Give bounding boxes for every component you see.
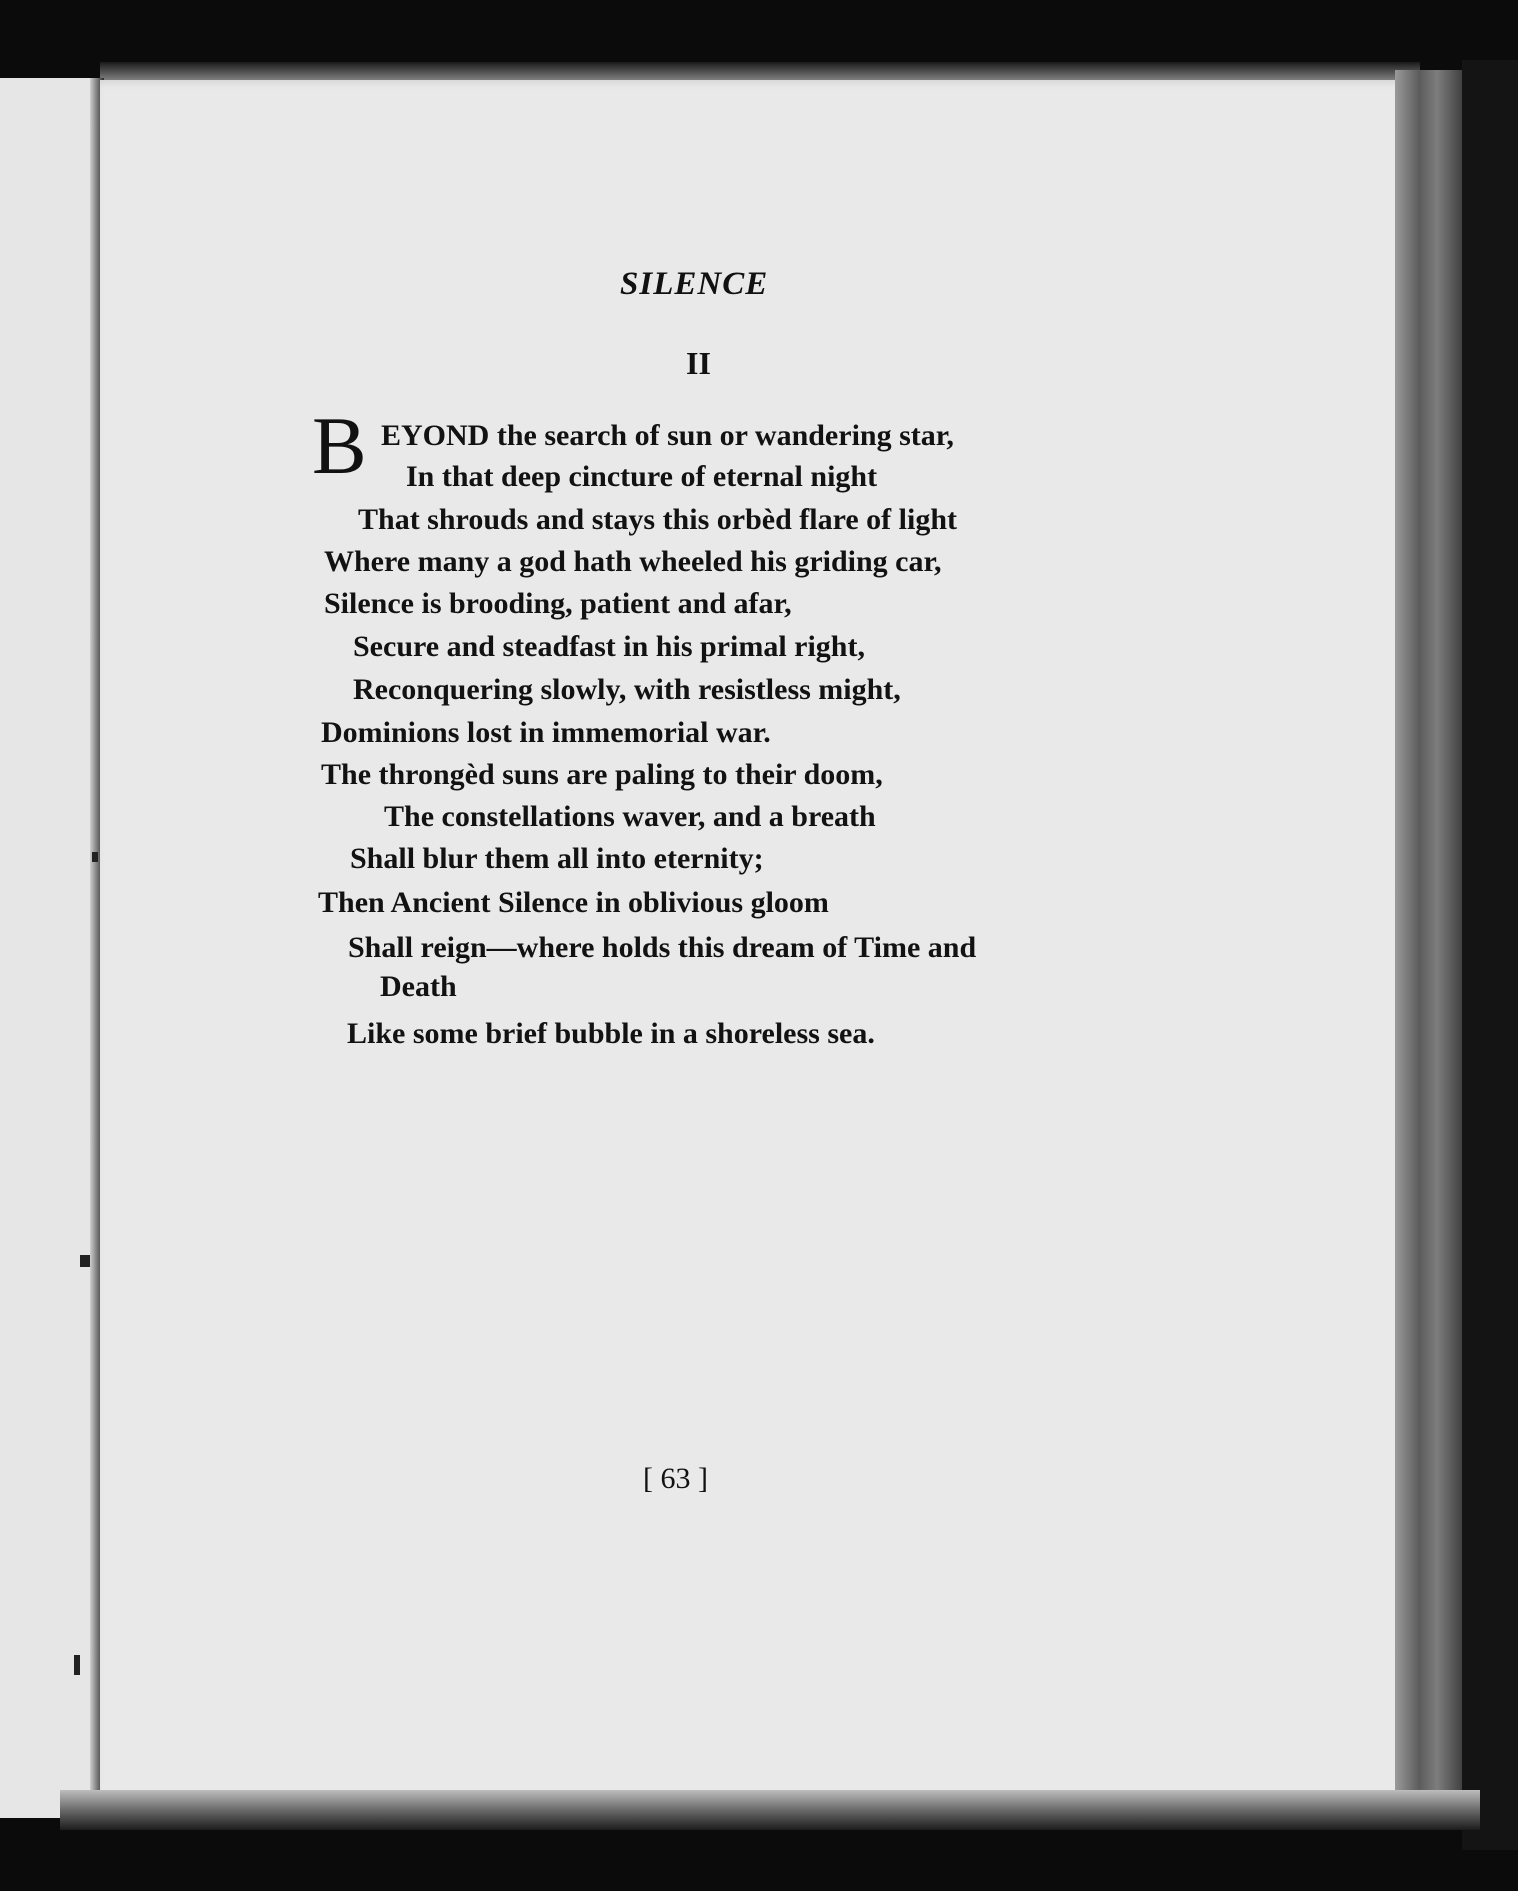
poem-line-14: Death [380,970,457,1003]
margin-mark [92,852,98,862]
poem-line-7: Reconquering slowly, with resistless might, [353,673,901,706]
margin-mark [74,1655,80,1675]
section-number: II [686,345,711,381]
page-top-edge [100,62,1420,82]
drop-cap-letter: B [312,400,367,491]
poem-line-10: The constellations waver, and a breath [384,800,876,833]
poem-line-1: EYOND the search of sun or wandering star, [381,419,954,452]
poem-line-2: In that deep cincture of eternal night [406,460,878,493]
poem-line-3: That shrouds and stays this orbèd flare of light [358,503,958,536]
poem-line-15: Like some brief bubble in a shoreless sea. [347,1017,875,1050]
page-bottom-edge [60,1790,1480,1830]
poem-line-5: Silence is brooding, patient and afar, [324,587,792,620]
poem-line-4: Where many a god hath wheeled his griding car, [324,545,942,578]
poem-title: SILENCE [620,266,769,302]
facing-page-edge [0,78,103,1818]
page-block-edge [1395,70,1465,1830]
poem-line-12: Then Ancient Silence in oblivious gloom [318,886,829,919]
poem-line-11: Shall blur them all into eternity; [350,842,764,875]
poem-line-8: Dominions lost in immemorial war. [321,716,771,749]
margin-mark [80,1255,90,1267]
poem-line-9: The throngèd suns are paling to their doom, [321,758,883,791]
poem-line-6: Secure and steadfast in his primal right, [353,630,865,663]
dark-background-right [1462,60,1518,1850]
page-number: [ 63 ] [643,1462,708,1495]
poem-line-13: Shall reign—where holds this dream of Time and [348,931,977,964]
